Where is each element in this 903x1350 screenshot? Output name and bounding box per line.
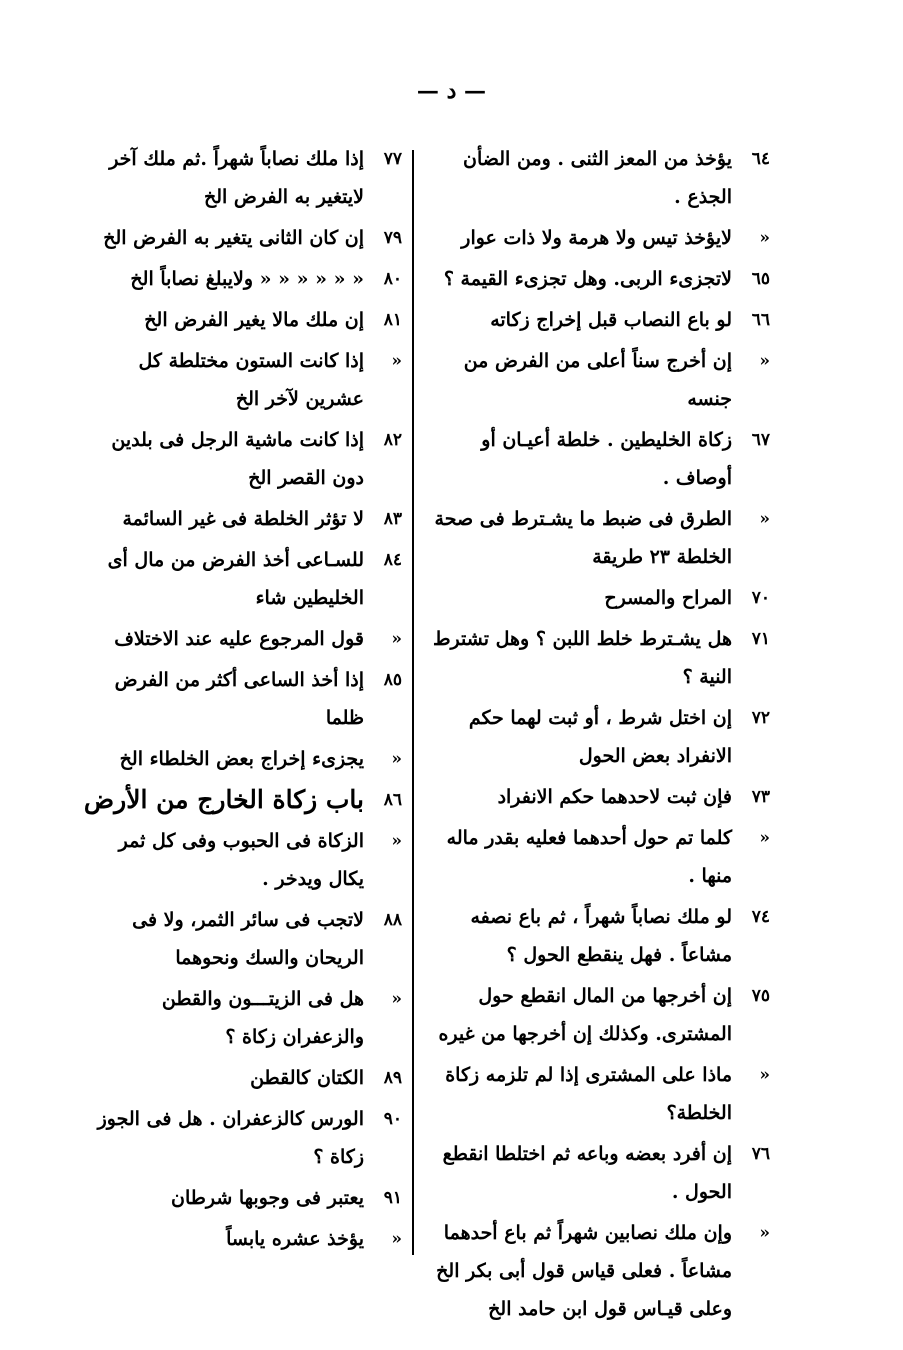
entry-text: إن اختل شرط ، أو ثبت لهما حكم الانفراد بعض الحول xyxy=(468,707,732,767)
page-number: ٧٩ xyxy=(383,228,402,248)
entry-text: الورس كالزعفران . هل فى الجوز زكاة ؟ xyxy=(97,1108,364,1168)
page-number: « xyxy=(759,351,770,371)
entry-text: يؤخذ من المعز الثنى . ومن الضأن الجذع . xyxy=(463,148,732,208)
page-number: « xyxy=(391,1229,402,1249)
page-number: ٨٨ xyxy=(383,910,402,930)
entry-text: يؤخذ عشره يابساً xyxy=(226,1228,364,1250)
page-number: ٨٥ xyxy=(383,670,402,690)
page-number: ٩٠ xyxy=(383,1109,402,1129)
index-entry xyxy=(80,781,402,819)
entry-text: إذا ملك نصاباً شهراً .ثم ملك آخر لايتغير به الفرض الخ xyxy=(109,148,364,208)
index-entry xyxy=(80,140,402,216)
index-entry xyxy=(430,500,770,576)
page-number: ٦٤ xyxy=(751,149,770,169)
index-entry xyxy=(430,421,770,497)
entry-text: لا تؤثر الخلطة فى غير السائمة xyxy=(122,508,364,530)
page-number: ٧٧ xyxy=(383,149,402,169)
index-entry xyxy=(430,301,770,339)
page-number: ٧٣ xyxy=(751,787,770,807)
page-number: ٨٠ xyxy=(383,269,402,289)
entry-text: وإن ملك نصابين شهراً ثم باع أحدهما مشاعاً . فعلى قياس قول أبى بكر الخ وعلى قيـاس قول ابن حامد الخ xyxy=(436,1222,732,1320)
index-entry xyxy=(430,819,770,895)
entry-text: كلما تم حول أحدهما فعليه بقدر ماله منها . xyxy=(446,827,732,887)
index-entry xyxy=(430,898,770,974)
entry-text: إن أخرج سناً أعلى من الفرض من جنسه xyxy=(463,350,732,410)
index-entry xyxy=(80,342,402,418)
page-number: « xyxy=(391,989,402,1009)
entry-text: إذا أخذ الساعى أكثر من الفرض ظلما xyxy=(114,669,364,729)
page-number: « xyxy=(759,1223,770,1243)
page-number: « xyxy=(759,1065,770,1085)
entry-text: للسـاعى أخذ الفرض من مال أى الخليطين شاء xyxy=(107,549,364,609)
page-number: ٨٤ xyxy=(383,550,402,570)
index-entry xyxy=(80,740,402,778)
page-number: ٦٥ xyxy=(751,269,770,289)
entry-text: هل فى الزيتـــون والقطن والزعفران زكاة ؟ xyxy=(161,988,364,1048)
index-entry xyxy=(80,1220,402,1258)
entry-text: لو ملك نصاباً شهراً ، ثم باع نصفه مشاعاً . فهل ينقطع الحول ؟ xyxy=(470,906,732,966)
left-column xyxy=(80,140,402,1261)
entry-text: فإن ثبت لاحدهما حكم الانفراد xyxy=(497,786,732,808)
entry-text: الطرق فى ضبط ما يشـترط فى صحة الخلطة ٢٣ طريقة xyxy=(434,508,732,568)
page-number: ٧٤ xyxy=(751,907,770,927)
page-number: « xyxy=(391,351,402,371)
entry-text: يعتبر فى وجوبها شرطان xyxy=(170,1187,364,1209)
page-number: ٧٠ xyxy=(751,588,770,608)
page-number: ٦٦ xyxy=(751,310,770,330)
entry-text: لايؤخذ تيس ولا هرمة ولا ذات عوار xyxy=(461,227,732,249)
entry-text: إن ملك مالا يغير الفرض الخ xyxy=(144,309,364,331)
entry-text: إذا كانت ماشية الرجل فى بلدين دون القصر الخ xyxy=(111,429,364,489)
index-entry xyxy=(430,1214,770,1328)
page-number: ٦٧ xyxy=(751,430,770,450)
page-number: « xyxy=(391,629,402,649)
right-column xyxy=(430,140,770,1331)
page-number: ٨١ xyxy=(383,310,402,330)
page-number: « xyxy=(759,828,770,848)
entry-text: لاتجب فى سائر الثمر، ولا فى الريحان والسك ونحوهما xyxy=(132,909,364,969)
index-entry xyxy=(430,579,770,617)
page-number: « xyxy=(391,831,402,851)
index-entry xyxy=(430,1056,770,1132)
index-entry xyxy=(430,1135,770,1211)
entry-text: المراح والمسرح xyxy=(604,587,732,609)
page-number: ٨٦ xyxy=(383,790,402,810)
entry-text: الزكاة فى الحبوب وفى كل ثمر يكال ويدخر . xyxy=(118,830,364,890)
page-number: ٨٢ xyxy=(383,430,402,450)
page-number: ٨٣ xyxy=(383,509,402,529)
index-entry xyxy=(430,342,770,418)
entry-text: إن أفرد بعضه وباعه ثم اختلطا انقطع الحول . xyxy=(442,1143,732,1203)
index-entry xyxy=(430,140,770,216)
index-entry xyxy=(80,260,402,298)
entry-text: الكتان كالقطن xyxy=(250,1067,364,1089)
index-entry xyxy=(430,778,770,816)
page-marker: — د — xyxy=(416,78,487,104)
entry-text: إذا كانت الستون مختلطة كل عشرين لآخر الخ xyxy=(138,350,364,410)
section-heading: باب زكاة الخارج من الأرض xyxy=(83,785,364,814)
index-entry xyxy=(80,620,402,658)
page-number: ٧٥ xyxy=(751,986,770,1006)
entry-text: قول المرجوع عليه عند الاختلاف xyxy=(114,628,364,650)
index-entry xyxy=(80,500,402,538)
index-entry xyxy=(430,620,770,696)
entry-text: يجزىء إخراج بعض الخلطاء الخ xyxy=(119,748,364,770)
index-entry xyxy=(80,1059,402,1097)
page-number: ٩١ xyxy=(383,1188,402,1208)
page-number: « xyxy=(759,509,770,529)
index-entry xyxy=(430,699,770,775)
index-entry xyxy=(430,219,770,257)
entry-text: « « « « « « ولايبلغ نصاباً الخ xyxy=(130,268,364,290)
page-number: « xyxy=(391,749,402,769)
index-entry xyxy=(430,977,770,1053)
index-entry xyxy=(80,1179,402,1217)
index-entry xyxy=(80,301,402,339)
index-entry xyxy=(80,541,402,617)
index-entry xyxy=(430,260,770,298)
entry-text: إن كان الثانى يتغير به الفرض الخ xyxy=(103,227,364,249)
entry-text: لو باع النصاب قبل إخراج زكاته xyxy=(490,309,732,331)
index-entry xyxy=(80,421,402,497)
index-entry xyxy=(80,980,402,1056)
column-divider xyxy=(412,150,414,1255)
page-number: ٧١ xyxy=(751,629,770,649)
index-entry xyxy=(80,1100,402,1176)
page-number: ٨٩ xyxy=(383,1068,402,1088)
index-entry xyxy=(80,901,402,977)
page-number: « xyxy=(759,228,770,248)
page-number: ٧٦ xyxy=(751,1144,770,1164)
index-entry xyxy=(80,219,402,257)
entry-text: لاتجزىء الربى. وهل تجزىء القيمة ؟ xyxy=(443,268,732,290)
page-number: ٧٢ xyxy=(751,708,770,728)
entry-text: هل يشـترط خلط اللبن ؟ وهل تشترط النية ؟ xyxy=(432,628,732,688)
entry-text: زكاة الخليطين . خلطة أعيـان أو أوصاف . xyxy=(481,429,732,489)
index-entry xyxy=(80,822,402,898)
entry-text: ماذا على المشترى إذا لم تلزمه زكاة الخلطة؟ xyxy=(445,1064,732,1124)
entry-text: إن أخرجها من المال انقطع حول المشترى. وكذلك إن أخرجها من غيره xyxy=(438,985,732,1045)
index-entry xyxy=(80,661,402,737)
